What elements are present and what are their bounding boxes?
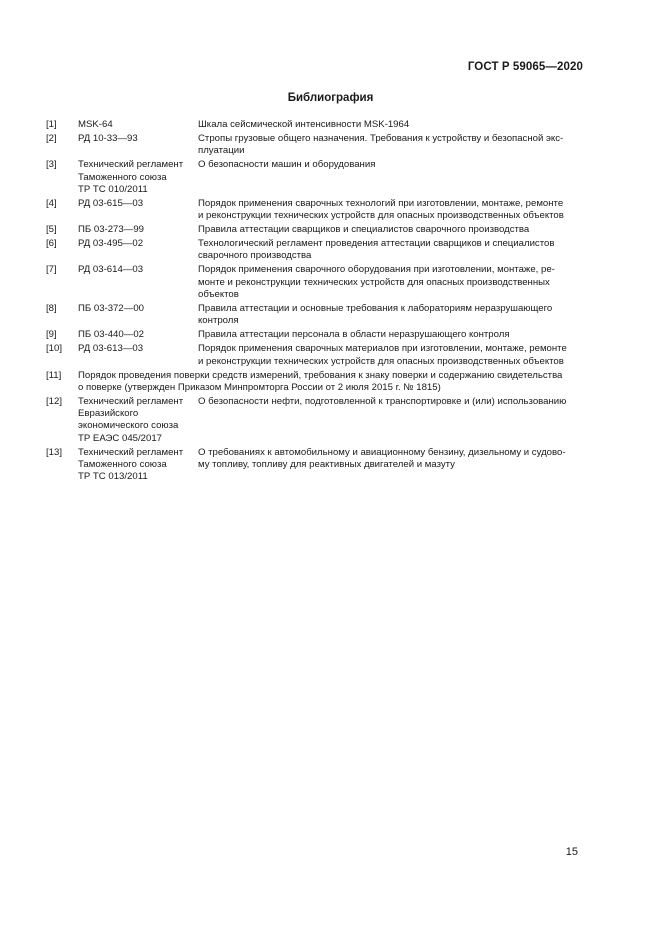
entry-description	[198, 396, 584, 445]
entry-line: РД 03-613—03	[78, 343, 144, 355]
bibliography-list	[46, 119, 584, 485]
bibliography-entry	[46, 224, 584, 236]
entry-reference	[78, 329, 198, 341]
entry-line: Технологический регламент проведения аттестации сварщиков и специалистов	[198, 238, 555, 250]
entry-number: [2]	[46, 132, 57, 144]
entry-line: Правила аттестации и основные требования к лабораториям неразрушающего	[198, 302, 553, 314]
bibliography-entry	[46, 159, 584, 196]
entry-number: [6]	[46, 238, 57, 250]
entry-line: Порядок применения сварочного оборудования при изготовлении, монтаже, ре-	[198, 264, 555, 276]
entry-description	[198, 447, 584, 484]
bibliography-entry	[46, 343, 584, 368]
entry-description	[198, 264, 584, 301]
page-number: 15	[565, 846, 578, 858]
entry-line: Порядок проведения поверки средств измерений, требования к знаку поверки и содержанию свидетельства	[78, 369, 563, 381]
entry-number: [1]	[46, 119, 57, 130]
entry-line: и реконструкции технических устройств для опасных производственных объектов	[198, 210, 564, 222]
entry-line: Технический регламент	[78, 446, 184, 458]
entry-line: Стропы грузовые общего назначения. Требования к устройству и безопасной экс-	[198, 132, 564, 144]
entry-line: ТР ЕАЭС 045/2017	[78, 432, 163, 444]
entry-description	[198, 343, 584, 368]
entry-line: О требованиях к автомобильному и авиационному бензину, дизельному и судово-	[198, 446, 566, 458]
entry-line: РД 03-615—03	[78, 197, 144, 209]
entry-line: Порядок применения сварочных материалов при изготовлении, монтаже, ремонте	[198, 343, 567, 355]
entry-line: Шкала сейсмической интенсивности MSK-1964	[198, 119, 410, 130]
bibliography-entry	[46, 238, 584, 263]
entry-line: экономического союза	[78, 420, 179, 432]
entry-line: монте и реконструкции технических устройств для опасных производственных	[198, 276, 550, 288]
entry-number: [10]	[46, 343, 63, 355]
bibliography-entry	[46, 396, 584, 445]
entry-line: Порядок применения сварочных технологий при изготовлении, монтаже, ремонте	[198, 197, 564, 209]
entry-reference	[78, 159, 198, 196]
entry-reference	[78, 396, 198, 445]
bibliography-entry	[46, 447, 584, 484]
entry-number: [5]	[46, 224, 57, 236]
entry-line: Технический регламент	[78, 395, 184, 407]
entry-line: MSK-64	[78, 119, 113, 130]
bibliography-entry	[46, 329, 584, 341]
entry-description	[78, 370, 584, 395]
entry-line: РД 03-614—03	[78, 264, 144, 276]
entry-description	[198, 303, 584, 328]
entry-line: объектов	[198, 288, 239, 300]
entry-description	[198, 198, 584, 223]
entry-line: му топливу, топливу для реактивных двигателей и мазуту	[198, 458, 455, 470]
entry-number: [8]	[46, 302, 57, 314]
entry-line: ТР ТС 013/2011	[78, 471, 148, 483]
entry-line: и реконструкции технических устройств для опасных производственных объектов	[198, 355, 564, 367]
entry-line: ТР ТС 010/2011	[78, 183, 148, 195]
entry-reference	[78, 119, 198, 131]
document-code: ГОСТ Р 59065—2020	[467, 61, 583, 73]
entry-description	[198, 159, 584, 196]
entry-reference	[78, 447, 198, 484]
entry-line: Правила аттестации персонала в области неразрушающего контроля	[198, 329, 510, 341]
entry-number: [11]	[46, 369, 62, 381]
entry-description	[198, 329, 584, 341]
entry-line: о поверке (утвержден Приказом Минпромторга России от 2 июля 2015 г. № 1815)	[78, 381, 441, 393]
entry-line: Таможенного союза	[78, 171, 167, 183]
entry-line: контроля	[198, 315, 239, 327]
bibliography-entry	[46, 119, 584, 131]
bibliography-entry	[46, 264, 584, 301]
entry-line: Таможенного союза	[78, 458, 167, 470]
entry-description	[198, 224, 584, 236]
entry-line: ПБ 03-273—99	[78, 224, 144, 236]
entry-description	[198, 119, 584, 131]
entry-line: Правила аттестации сварщиков и специалистов сварочного производства	[198, 224, 530, 236]
entry-reference	[78, 264, 198, 301]
entry-number: [3]	[46, 159, 57, 171]
entry-number: [9]	[46, 329, 57, 341]
entry-reference	[78, 238, 198, 263]
entry-line: ПБ 03-440—02	[78, 329, 144, 341]
entry-number: [7]	[46, 264, 57, 276]
entry-reference	[78, 133, 198, 158]
page-title: Библиография	[287, 92, 374, 104]
entry-reference	[78, 303, 198, 328]
entry-number: [4]	[46, 197, 57, 209]
entry-line: О безопасности машин и оборудования	[198, 159, 376, 171]
entry-line: ПБ 03-372—00	[78, 302, 144, 314]
entry-line: сварочного производства	[198, 250, 312, 262]
bibliography-entry	[46, 370, 584, 395]
entry-number: [12]	[46, 395, 63, 407]
entry-description	[198, 133, 584, 158]
entry-reference	[78, 198, 198, 223]
entry-line: РД 10-33—93	[78, 132, 138, 144]
entry-line: Евразийского	[78, 408, 139, 420]
entry-line: Технический регламент	[78, 159, 184, 171]
bibliography-entry	[46, 133, 584, 158]
bibliography-entry	[46, 303, 584, 328]
entry-line: РД 03-495—02	[78, 238, 144, 250]
entry-line: О безопасности нефти, подготовленной к транспортировке и (или) использованию	[198, 395, 567, 407]
entry-description	[198, 238, 584, 263]
entry-line: плуатации	[198, 145, 245, 157]
entry-number: [13]	[46, 446, 63, 458]
entry-reference	[78, 224, 198, 236]
bibliography-entry	[46, 198, 584, 223]
entry-reference	[78, 343, 198, 368]
